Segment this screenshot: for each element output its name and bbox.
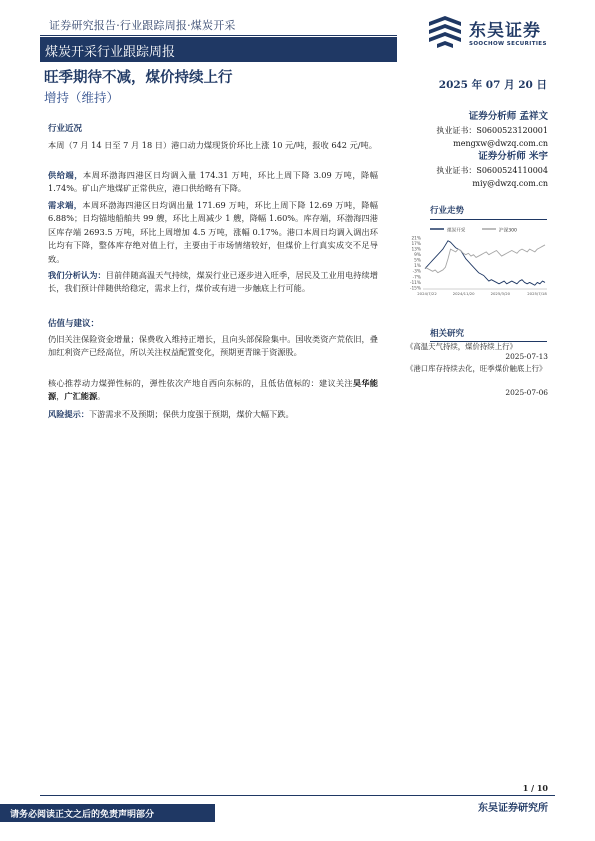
section-heading: 估值与建议： [48, 319, 100, 329]
divider [40, 35, 397, 36]
report-date: 2025 年 07 月 20 日 [438, 79, 547, 91]
page-number: 1 / 10 [522, 783, 548, 793]
logo-mark-icon [425, 14, 465, 52]
investment-rating: 增持（维持） [44, 90, 120, 105]
paragraph-supply [48, 169, 378, 196]
related-report-link[interactable]: 《高温天气持续，煤价持续上行》 [406, 342, 517, 351]
related-title: 相关研究 [430, 329, 465, 339]
analyst-cert: 执业证书：S0600523120001 [436, 126, 548, 135]
report-series-band [40, 37, 397, 62]
analyst-name: 证券分析师 米宇 [478, 151, 548, 162]
x-tick-label: 2025/3/20 [490, 291, 511, 296]
industry-trend-chart [406, 222, 550, 300]
paragraph-intro: 本周（7 月 14 日至 7 月 18 日）港口动力煤现货价环比上涨 10 元/吨，报收 642 元/吨。 [48, 140, 377, 150]
analysis-label: 我们分析认为： [48, 270, 106, 280]
supply-text: 本周环渤海四港区日均调入量 174.31 万吨，环比上周下降 3.09 万吨，降幅 1.74%。矿山产地煤矿正常供应，港口供给略有下降。 [48, 170, 378, 194]
x-tick-label: 2025/7/18 [527, 291, 547, 296]
analyst-email[interactable]: miy@dwzq.com.cn [472, 179, 548, 188]
risk-label: 风险提示： [48, 409, 89, 419]
paragraph-analysis [48, 269, 378, 296]
analyst-name: 证券分析师 孟祥文 [468, 111, 548, 122]
company-logo [425, 14, 555, 54]
sentence-end: 。 [97, 391, 106, 402]
analyst-cert: 执业证书：S0600524110004 [436, 166, 548, 175]
analyst-email[interactable]: mengxw@dwzq.com.cn [453, 139, 548, 148]
report-type: 证券研究报告·行业跟踪周报·煤炭开采 [49, 19, 236, 32]
divider [430, 219, 547, 220]
paragraph-demand [48, 199, 378, 266]
series-line [425, 241, 545, 285]
y-tick-label: -15% [409, 286, 421, 292]
paragraph-risk [48, 408, 378, 421]
y-tick-label: 9% [414, 253, 421, 259]
footer-organization: 东吴证券研究所 [478, 803, 548, 814]
demand-label: 需求端， [48, 200, 83, 210]
report-headline: 旺季期待不减，煤价持续上行 [44, 70, 233, 86]
risk-text: 下游需求不及预期；保供力度强于预期，煤价大幅下跌。 [88, 409, 294, 419]
y-tick-label: 21% [411, 236, 421, 242]
y-tick-label: 13% [411, 247, 421, 253]
legend-label: 沪深300 [499, 228, 517, 234]
x-tick-label: 2024/11/20 [452, 291, 475, 296]
divider [40, 795, 555, 796]
y-tick-label: 5% [414, 258, 421, 264]
report-series-title: 煤炭开采行业跟踪周报 [45, 45, 176, 60]
x-tick-label: 2024/7/22 [417, 291, 437, 296]
logo-text-en: SOOCHOW SECURITIES [469, 41, 547, 47]
logo-text-cn: 东吴证券 [469, 21, 541, 41]
y-tick-label: 17% [411, 241, 421, 247]
separator: ， [56, 391, 65, 402]
y-tick-label: 1% [414, 264, 421, 270]
paragraph-recommendation [48, 377, 378, 404]
paragraph-advice: 仍旧关注保险资金增量；保费收入维持正增长，且向头部保险集中。国收类资产荒依旧，叠加红利资产已经高位，所以关注权益配置变化，预期更青睐于资源股。 [48, 334, 378, 358]
stock-name: 昊华能源 [48, 378, 378, 402]
section-heading: 行业近况 [48, 124, 83, 134]
disclaimer-band [0, 804, 215, 822]
analyst-block [436, 110, 548, 190]
analysis-text: 目前伴随高温天气持续，煤炭行业已逐步进入旺季，居民及工业用电持续增长，我们预计伴随供给稳定，需求上行，煤价或有进一步触底上行可能。 [48, 270, 378, 294]
disclaimer-text: 请务必阅读正文之后的免责声明部分 [10, 810, 155, 820]
related-report-date: 2025-07-13 [505, 352, 548, 361]
related-report-link[interactable]: 《港口库存持续去化，旺季煤价触底上行》 [406, 364, 547, 373]
demand-text: 本周环渤海四港区日均调出量 171.69 万吨，环比上周下降 12.69 万吨，降幅 6.88%；日均锚地船舶共 99 艘，环比上周减少 1 艘，降幅 1.60%。库存端，环渤海四港区库存端 2693.5 万吨，环比上周增加 4.5 万吨，涨幅 0.17%。港口本周日均调入调出环比均有下降，整体库存绝对值上行，主要由于市场情绪较好，但煤价上行真实成交不足导致。 [48, 200, 378, 264]
y-tick-label: -11% [409, 280, 421, 286]
y-tick-label: -3% [412, 269, 421, 275]
legend-label: 煤炭开采 [447, 228, 466, 234]
recommendation-text: 核心推荐动力煤弹性标的，弹性依次产地自西向东标的，且低估值标的：建议关注 [48, 378, 353, 388]
stock-name: 广汇能源 [64, 391, 98, 402]
y-tick-label: -7% [412, 275, 421, 281]
supply-label: 供给端， [48, 170, 83, 180]
related-report-date: 2025-07-06 [505, 388, 548, 397]
trend-title: 行业走势 [430, 206, 465, 216]
